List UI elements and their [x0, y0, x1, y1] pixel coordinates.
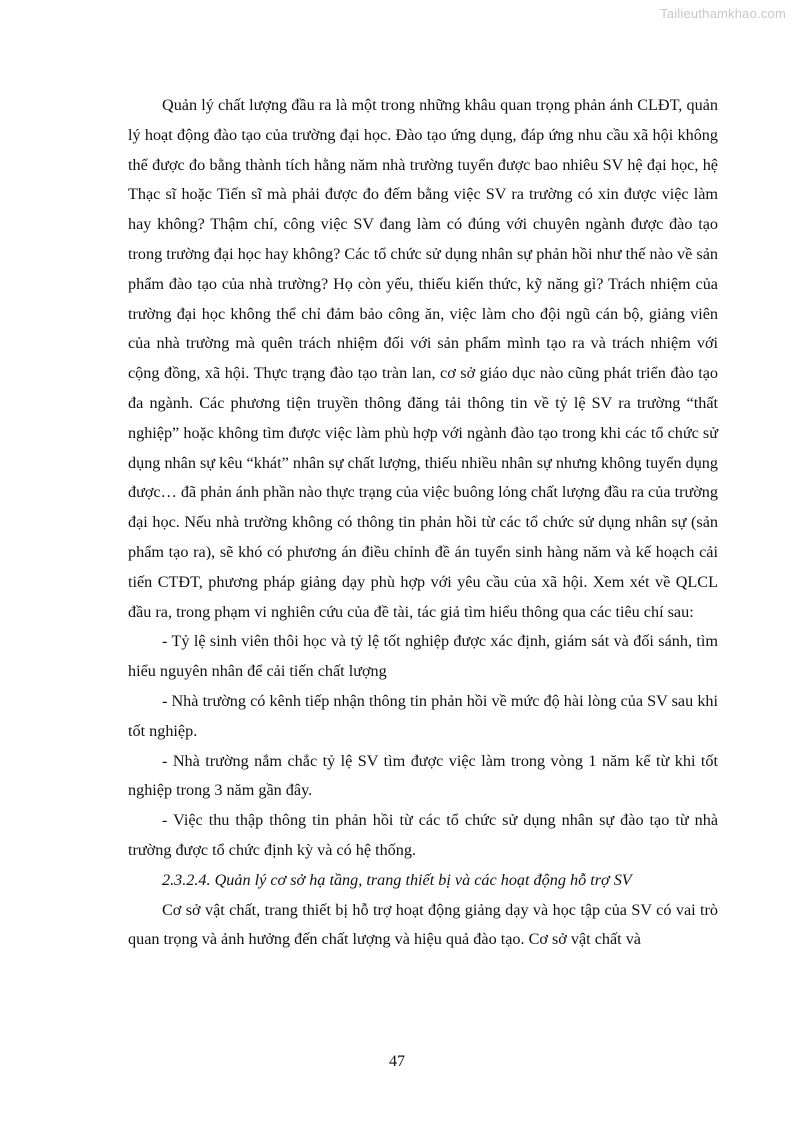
page-number: 47	[389, 1053, 405, 1070]
watermark: Tailieuthamkhao.com	[660, 6, 786, 21]
section-heading: 2.3.2.4. Quản lý cơ sở hạ tầng, trang thiết bị và các hoạt động hỗ trợ SV	[162, 870, 632, 889]
criterion-employment-rate: - Nhà trường nắm chắc tỷ lệ SV tìm được việc làm trong vòng 1 năm kể từ khi tốt nghiệp trong 3 năm gần đây.	[128, 751, 718, 800]
criterion-dropout-rate: - Tỷ lệ sinh viên thôi học và tỷ lệ tốt nghiệp được xác định, giám sát và đối sánh, tìm hiểu nguyên nhân để cải tiến chất lượng	[128, 632, 718, 681]
paragraph-facilities: Cơ sở vật chất, trang thiết bị hỗ trợ hoạt động giảng dạy và học tập của SV có vai trò quan trọng và ảnh hưởng đến chất lượng và hiệu quả đào tạo. Cơ sở vật chất và	[128, 900, 718, 949]
criterion-satisfaction-feedback: - Nhà trường có kênh tiếp nhận thông tin phản hồi về mức độ hài lòng của SV sau khi tốt nghiệp.	[128, 691, 718, 740]
criterion-employer-feedback: - Việc thu thập thông tin phản hồi từ các tổ chức sử dụng nhân sự đào tạo từ nhà trường được tổ chức định kỳ và có hệ thống.	[128, 811, 718, 859]
document-body	[128, 91, 718, 955]
paragraph-output-quality: Quản lý chất lượng đầu ra là một trong những khâu quan trọng phản ánh CLĐT, quản lý hoạt động đào tạo của trường đại học. Đào tạo ứng dụng, đáp ứng nhu cầu xã hội không thể được đo bằng thành tích hằng năm nhà trường tuyển được bao nhiêu SV hệ đại học, hệ Thạc sĩ hoặc Tiến sĩ mà phải được đo đếm bằng việc SV ra trường có xin được việc làm hay không? Thậm chí, công việc SV đang làm có đúng với chuyên ngành được đào tạo trong trường đại học hay không? Các tổ chức sử dụng nhân sự phản hồi như thế nào về sản phẩm đào tạo của nhà trường? Họ còn yếu, thiếu kiến thức, kỹ năng gì? Trách nhiệm của trường đại học không thể chỉ đảm bảo công ăn, việc làm cho đội ngũ cán bộ, giảng viên của nhà trường mà quên trách nhiệm đối với sản phẩm mình tạo ra và trách nhiệm với cộng đồng, xã hội. Thực trạng đào tạo tràn lan, cơ sở giáo dục nào cũng phát triển đào tạo đa ngành. Các phương tiện truyền thông đăng tải thông tin về tỷ lệ SV ra trường “thất nghiệp” hoặc không tìm được việc làm phù hợp với ngành đào tạo trong khi các tổ chức sử dụng nhân sự kêu “khát” nhân sự chất lượng, thiếu nhiều nhân sự nhưng không tuyển dụng được… đã phản ánh phần nào thực trạng của việc buông lỏng chất lượng đầu ra của trường đại học. Nếu nhà trường không có thông tin phản hồi từ các tổ chức sử dụng nhân sự (sản phẩm tạo ra), sẽ khó có phương án điều chỉnh đề án tuyển sinh hàng năm và kế hoạch cải tiến CTĐT, phương pháp giảng dạy phù hợp với yêu cầu của xã hội. Xem xét về QLCL đầu ra, trong phạm vi nghiên cứu của đề tài, tác giả tìm hiểu thông qua các tiêu chí sau:	[128, 96, 718, 621]
